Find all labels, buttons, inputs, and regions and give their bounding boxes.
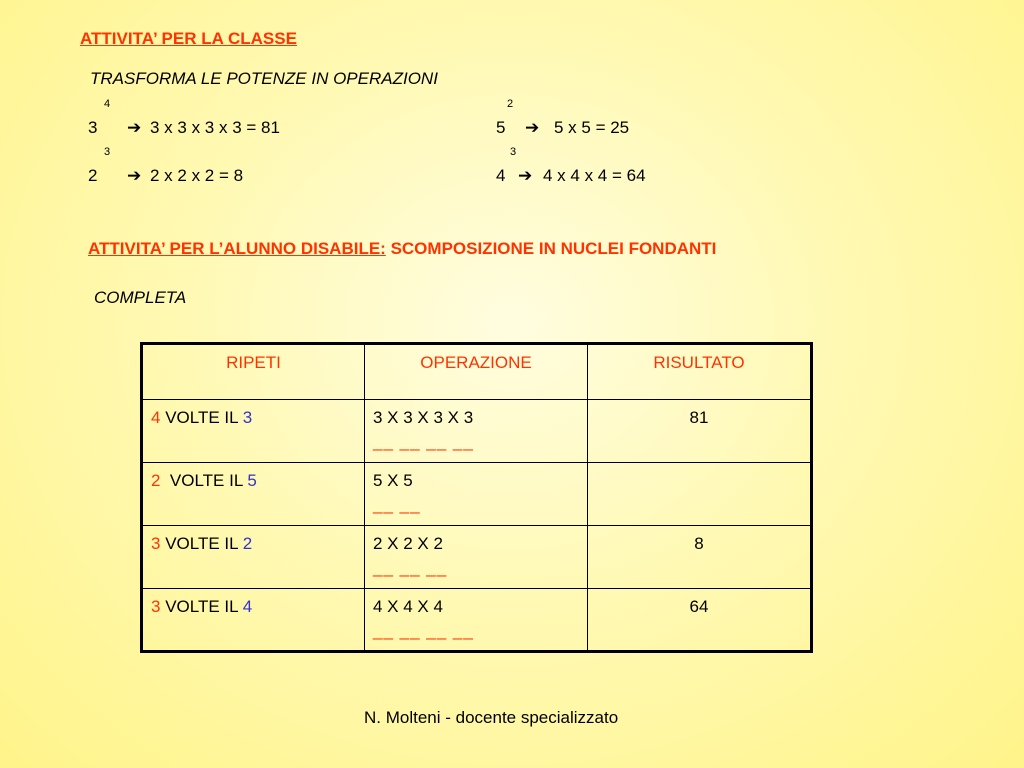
power-expansion: 2 x 2 x 2 = 8 bbox=[150, 166, 244, 185]
result-cell[interactable]: 81 bbox=[588, 400, 812, 463]
power-base: 2 bbox=[88, 166, 98, 185]
repeat-number: 5 bbox=[247, 471, 257, 490]
class-activity-title: ATTIVITA’ PER LA CLASSE bbox=[80, 29, 297, 48]
repeat-label: VOLTE IL bbox=[169, 471, 243, 490]
student-activity-title-underlined: ATTIVITA’ PER L’ALUNNO DISABILE: bbox=[88, 239, 386, 258]
operation-text: 2 X 2 X 2 bbox=[373, 534, 443, 553]
student-activity-instruction: COMPLETA bbox=[94, 288, 187, 307]
power-base: 5 bbox=[496, 118, 506, 137]
operation-text: 4 X 4 X 4 bbox=[373, 597, 443, 616]
operation-blanks[interactable]: __ __ __ __ bbox=[373, 621, 474, 640]
repeat-count: 3 bbox=[151, 597, 161, 616]
footer-author: N. Molteni - docente specializzato bbox=[364, 708, 619, 727]
operation-blanks[interactable]: __ __ __ bbox=[373, 558, 448, 577]
header-operazione: OPERAZIONE bbox=[365, 344, 588, 400]
operation-cell bbox=[365, 526, 588, 589]
power-exponent: 2 bbox=[507, 98, 514, 110]
table-row bbox=[142, 400, 812, 463]
power-expansion: 3 x 3 x 3 x 3 = 81 bbox=[150, 118, 280, 137]
operation-text: 3 X 3 X 3 X 3 bbox=[373, 408, 474, 427]
power-expansion: 4 x 4 x 4 = 64 bbox=[543, 166, 646, 185]
operation-cell bbox=[365, 463, 588, 526]
arrow-icon: ➔ bbox=[525, 118, 540, 137]
repeat-cell bbox=[142, 526, 365, 589]
repeat-cell bbox=[142, 589, 365, 652]
operation-text: 5 X 5 bbox=[373, 471, 413, 490]
operation-blanks[interactable]: __ __ bbox=[373, 495, 421, 514]
arrow-icon: ➔ bbox=[127, 166, 142, 185]
power-expansion: 5 x 5 = 25 bbox=[554, 118, 630, 137]
table-row bbox=[142, 463, 812, 526]
repeat-label: VOLTE IL bbox=[165, 534, 238, 553]
student-activity-title-rest: SCOMPOSIZIONE IN NUCLEI FONDANTI bbox=[390, 239, 717, 258]
repeat-count: 4 bbox=[151, 408, 161, 427]
repeat-cell bbox=[142, 400, 365, 463]
student-activity-title bbox=[88, 239, 716, 259]
repeat-count: 3 bbox=[151, 534, 161, 553]
operation-cell bbox=[365, 400, 588, 463]
result-cell[interactable]: 8 bbox=[588, 526, 812, 589]
operation-blanks[interactable]: __ __ __ __ bbox=[373, 432, 474, 451]
repeat-number: 3 bbox=[242, 408, 253, 427]
exercise-table bbox=[140, 342, 813, 653]
table-row bbox=[142, 589, 812, 652]
repeat-number: 2 bbox=[242, 534, 253, 553]
power-exponent: 3 bbox=[510, 146, 517, 158]
table-header-row bbox=[142, 344, 812, 400]
class-activity-instruction: TRASFORMA LE POTENZE IN OPERAZIONI bbox=[90, 69, 438, 88]
repeat-cell bbox=[142, 463, 365, 526]
arrow-icon: ➔ bbox=[518, 166, 533, 185]
power-exponent: 4 bbox=[104, 98, 111, 110]
repeat-label: VOLTE IL bbox=[165, 408, 238, 427]
operation-cell bbox=[365, 589, 588, 652]
repeat-count: 2 bbox=[151, 471, 161, 490]
header-ripeti: RIPETI bbox=[142, 344, 365, 400]
arrow-icon: ➔ bbox=[127, 118, 142, 137]
result-cell[interactable] bbox=[588, 463, 812, 526]
header-risultato: RISULTATO bbox=[588, 344, 812, 400]
repeat-number: 4 bbox=[242, 597, 253, 616]
power-base: 4 bbox=[496, 166, 506, 185]
result-cell[interactable]: 64 bbox=[588, 589, 812, 652]
power-base: 3 bbox=[88, 118, 98, 137]
repeat-label: VOLTE IL bbox=[165, 597, 238, 616]
table-row bbox=[142, 526, 812, 589]
power-exponent: 3 bbox=[104, 146, 111, 158]
